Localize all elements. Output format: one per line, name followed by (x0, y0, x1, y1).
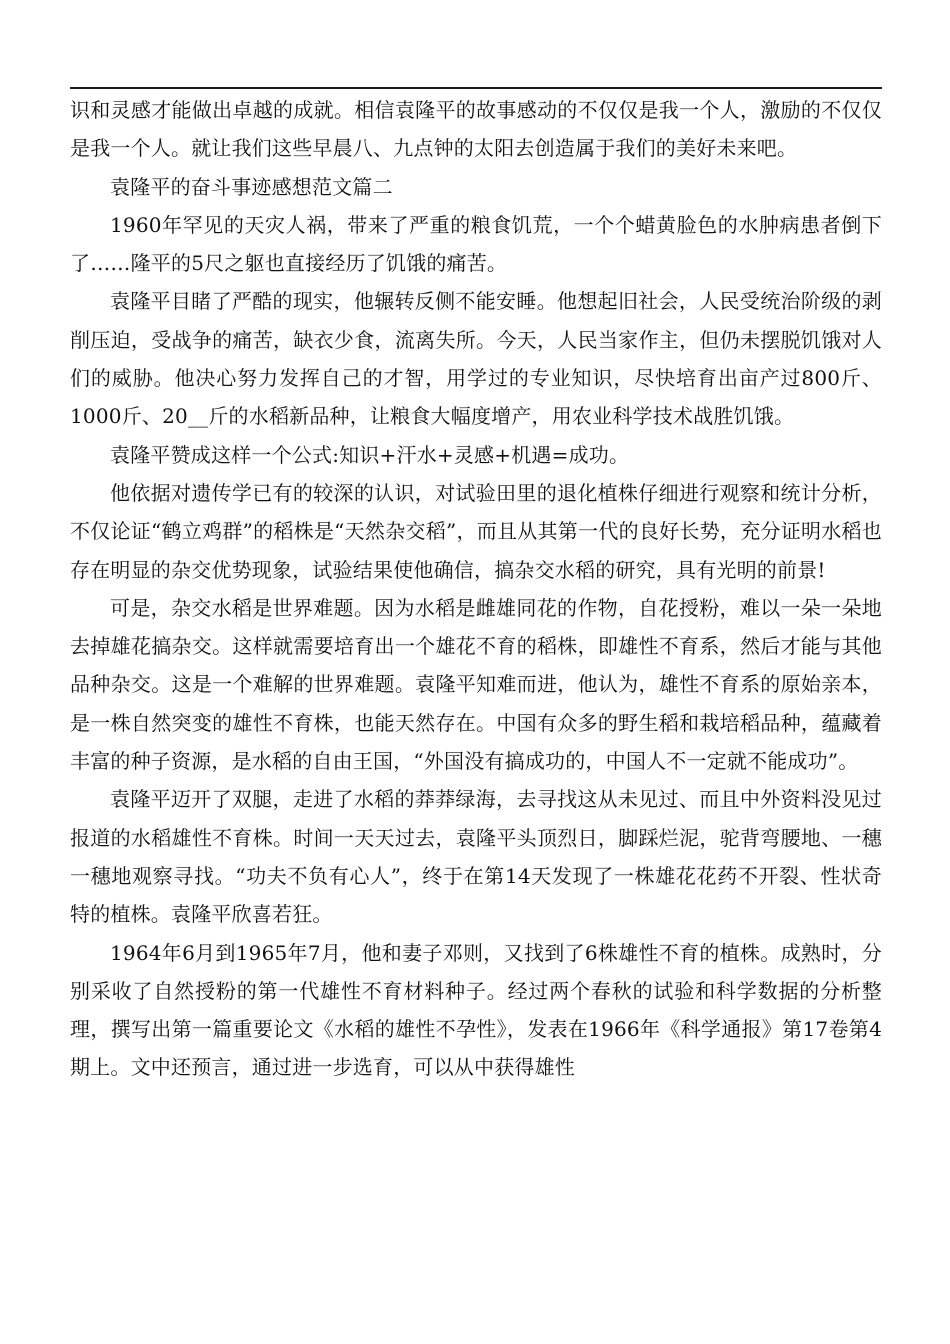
paragraph: 1960年罕见的天灾人祸，带来了严重的粮食饥荒，一个个蜡黄脸色的水肿病患者倒下了……隆平的5尺之躯也直接经历了饥饿的痛苦。 (70, 212, 882, 276)
paragraph: 可是，杂交水稻是世界难题。因为水稻是雌雄同花的作物，自花授粉，难以一朵一朵地去掉雄花搞杂交。这样就需要培育出一个雄花不育的稻株，即雄性不育系，然后才能与其他品种杂交。这是一个难解的世界难题。袁隆平知难而进，他认为，雄性不育系的原始亲本，是一株自然突变的雄性不育株，也能天然存在。中国有众多的野生稻和栽培稻品种，蕴藏着丰富的种子资源，是水稻的自由王国，“外国没有搞成功的，中国人不一定就不能成功”。 (70, 595, 882, 774)
document-body (70, 91, 882, 1087)
paragraph: 袁隆平迈开了双腿，走进了水稻的莽莽绿海，去寻找这从未见过、而且中外资料没见过报道的水稻雄性不育株。时间一天天过去，袁隆平头顶烈日，脚踩烂泥，驼背弯腰地、一穗一穗地观察寻找。“功夫不负有心人”，终于在第14天发现了一株雄花花药不开裂、性状奇特的植株。袁隆平欣喜若狂。 (70, 787, 882, 927)
paragraph: 1964年6月到1965年7月，他和妻子邓则，又找到了6株雄性不育的植株。成熟时，分别采收了自然授粉的第一代雄性不育材料种子。经过两个春秋的试验和科学数据的分析整理，撰写出第一篇重要论文《水稻的雄性不孕性》，发表在1966年《科学通报》第17卷第4期上。文中还预言，通过进一步选育，可以从中获得雄性 (70, 940, 882, 1080)
section-heading: 袁隆平的奋斗事迹感想范文篇二 (110, 174, 393, 199)
header-rule (70, 87, 882, 89)
paragraph: 识和灵感才能做出卓越的成就。相信袁隆平的故事感动的不仅仅是我一个人，激励的不仅仅是我一个人。就让我们这些早晨八、九点钟的太阳去创造属于我们的美好未来吧。 (70, 98, 882, 161)
paragraph: 袁隆平赞成这样一个公式:知识+汗水+灵感+机遇=成功。 (110, 442, 630, 467)
paragraph: 他依据对遗传学已有的较深的认识，对试验田里的退化植株仔细进行观察和统计分析，不仅论证“鹤立鸡群”的稻株是“天然杂交稻”，而且从其第一代的良好长势，充分证明水稻也存在明显的杂交优势现象，试验结果使他确信，搞杂交水稻的研究，具有光明的前景! (70, 480, 882, 582)
paragraph: 袁隆平目睹了严酷的现实，他辗转反侧不能安睡。他想起旧社会，人民受统治阶级的剥削压迫，受战争的痛苦，缺衣少食，流离失所。今天，人民当家作主，但仍未摆脱饥饿对人们的威胁。他决心努力发挥自己的才智，用学过的专业知识，尽快培育出亩产过800斤、1000斤、20__斤的水稻新品种，让粮食大幅度增产，用农业科学技术战胜饥饿。 (70, 289, 882, 429)
